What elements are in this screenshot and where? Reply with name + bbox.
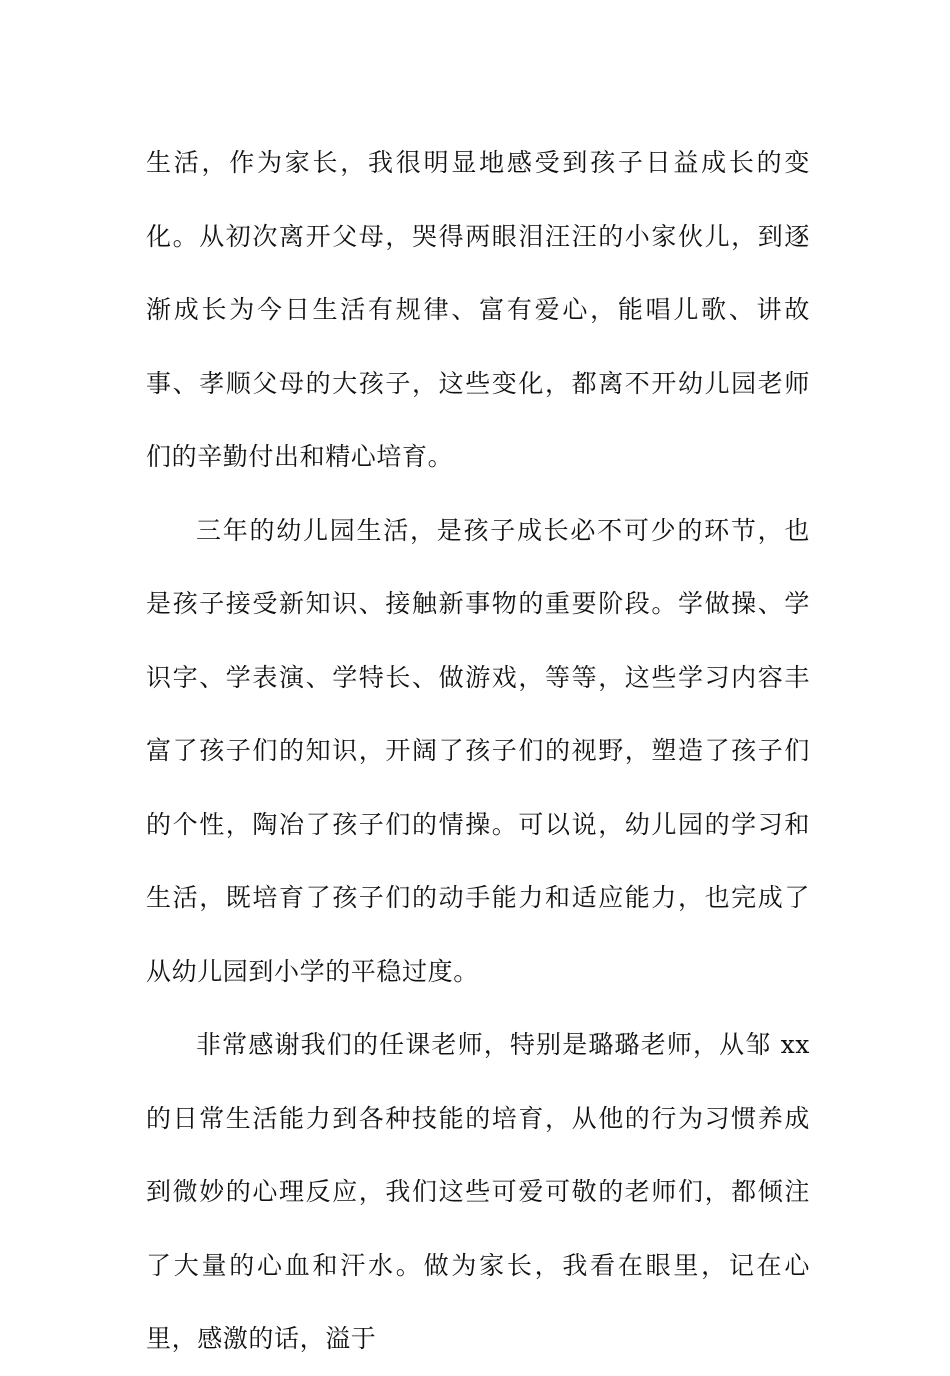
paragraph-2: 三年的幼儿园生活，是孩子成长必不可少的环节，也是孩子接受新知识、接触新事物的重要阶段。学做操、学识字、学表演、学特长、做游戏，等等，这些学习内容丰富了孩子们的知识，开阔了孩子们的视野，塑造了孩子们的个性，陶冶了孩子们的情操。可以说，幼儿园的学习和生活，既培育了孩子们的动手能力和适应能力，也完成了从幼儿园到小学的平稳过度。 [146,515,810,986]
paragraph-3: 非常感谢我们的任课老师，特别是璐璐老师，从邹 xx 的日常生活能力到各种技能的培育，从他的行为习惯养成到微妙的心理反应，我们这些可爱可敬的老师们，都倾注了大量的心血和汗水。做为家长，我看在眼里，记在心里，感激的话，溢于 [146,1030,810,1353]
body-text [146,126,810,1376]
paragraph-1: 生活，作为家长，我很明显地感受到孩子日益成长的变化。从初次离开父母，哭得两眼泪汪汪的小家伙儿，到逐渐成长为今日生活有规律、富有爱心，能唱儿歌、讲故事、孝顺父母的大孩子，这些变化，都离不开幼儿园老师们的辛勤付出和精心培育。 [146,148,810,471]
